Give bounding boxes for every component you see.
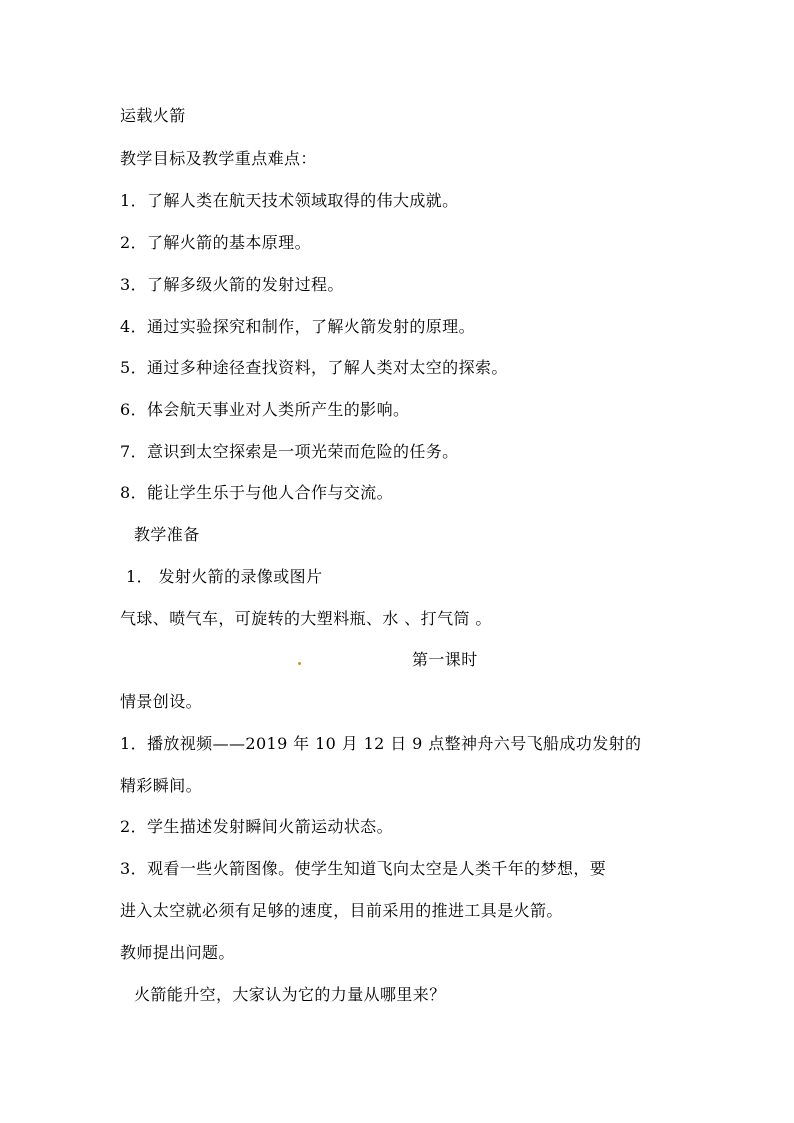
- objectives-heading: 教学目标及教学重点难点：: [120, 149, 317, 168]
- scene-item-continuation: 精彩瞬间。: [120, 776, 203, 795]
- objective-item: 7．意识到太空探索是一项光荣而危险的任务。: [120, 442, 459, 461]
- objective-item: 1．了解人类在航天技术领域取得的伟大成就。: [120, 191, 459, 210]
- scene-heading: 情景创设。: [120, 692, 203, 711]
- preparation-materials: 气球、喷气车，可旋转的大塑料瓶、水 、打气筒 。: [120, 609, 492, 628]
- question-text: 火箭能升空，大家认为它的力量从哪里来？: [134, 985, 446, 1004]
- objective-item: 5．通过多种途径查找资料，了解人类对太空的探索。: [120, 358, 508, 377]
- preparation-item: 1． 发射火箭的录像或图片: [126, 567, 323, 586]
- scene-item: 3．观看一些火箭图像。使学生知道飞向太空是人类千年的梦想，要: [120, 859, 607, 878]
- scene-item: 2．学生描述发射瞬间火箭运动状态。: [120, 817, 393, 836]
- objective-item: 3．了解多级火箭的发射过程。: [120, 275, 344, 294]
- scene-item-continuation: 进入太空就必须有足够的速度，目前采用的推进工具是火箭。: [120, 901, 563, 920]
- objective-item: 4．通过实验探究和制作，了解火箭发射的原理。: [120, 317, 475, 336]
- teacher-question-heading: 教师提出问题。: [120, 943, 235, 962]
- scene-item: 1．播放视频——2019 年 10 月 12 日 9 点整神舟六号飞船成功发射的: [120, 734, 642, 753]
- document-title: 运载火箭: [120, 106, 186, 125]
- objective-item: 2．了解火箭的基本原理。: [120, 233, 311, 252]
- lesson-title: 第一课时: [412, 650, 478, 669]
- objective-item: 6．体会航天事业对人类所产生的影响。: [120, 400, 410, 419]
- stray-dot-mark: [298, 662, 301, 665]
- objective-item: 8．能让学生乐于与他人合作与交流。: [120, 483, 393, 502]
- preparation-heading: 教学准备: [134, 525, 200, 544]
